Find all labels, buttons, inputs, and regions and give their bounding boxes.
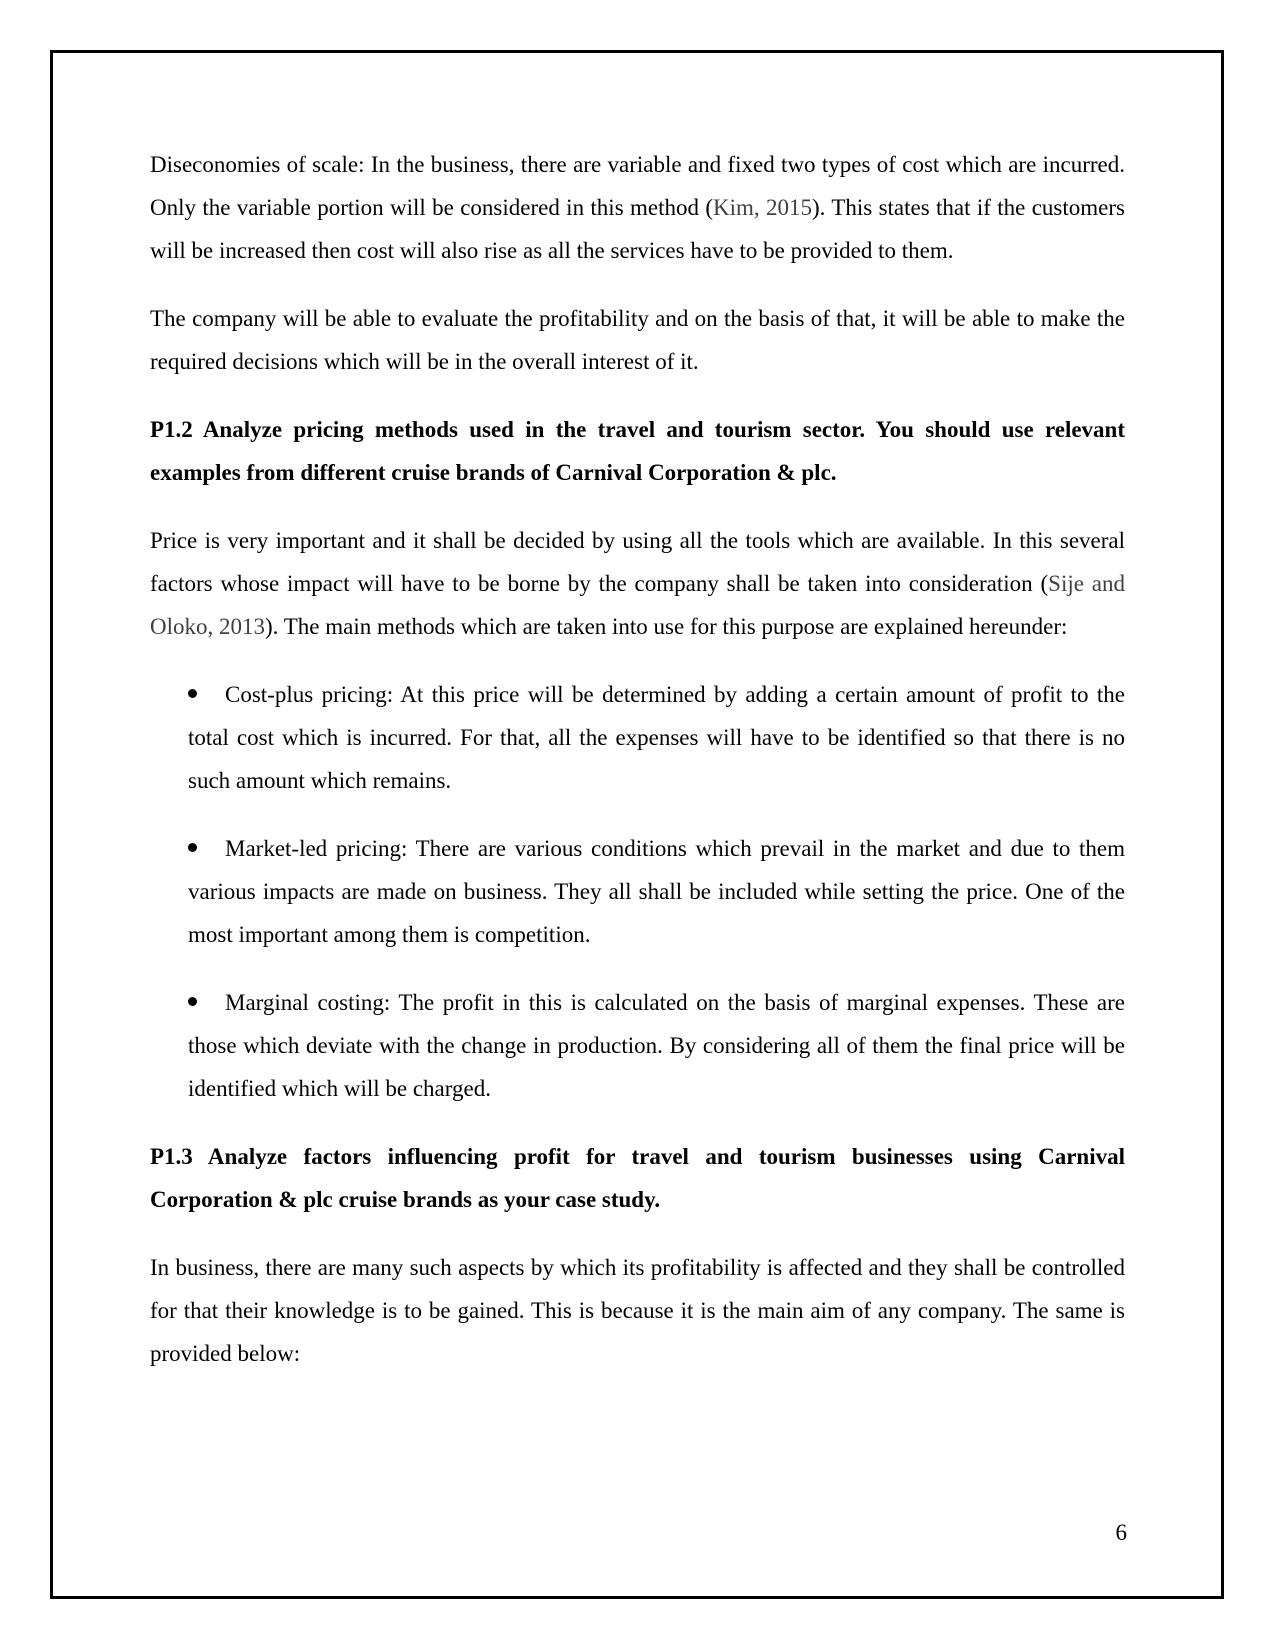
citation: Kim, 2015 xyxy=(713,195,812,220)
bullet-icon xyxy=(188,827,225,870)
section-heading-p1-2: P1.2 Analyze pricing methods used in the travel and tourism sector. You should use relevant examples from different cruise brands of Carnival Corporation & plc. xyxy=(150,417,1125,485)
list-item xyxy=(188,827,1125,956)
paragraph-text: Price is very important and it shall be decided by using all the tools which are available. In this several factors whose impact will have to be borne by the company shall be taken into consideration ( xyxy=(150,528,1125,596)
paragraph-price xyxy=(150,519,1125,648)
paragraph-diseconomies xyxy=(150,143,1125,272)
list-item-text: Cost-plus pricing: At this price will be determined by adding a certain amount of profit to the total cost which is incurred. For that, all the expenses will have to be identified so that there is no such amount which remains. xyxy=(188,682,1125,793)
page-number: 6 xyxy=(1115,1520,1127,1545)
paragraph-text: ). The main methods which are taken into use for this purpose are explained hereunder: xyxy=(265,614,1068,639)
pricing-methods-list xyxy=(150,673,1125,1110)
list-item xyxy=(188,673,1125,802)
list-item-text: Market-led pricing: There are various conditions which prevail in the market and due to them various impacts are made on business. They all shall be included while setting the price. One of the most important among them is competition. xyxy=(188,836,1125,947)
list-item xyxy=(188,981,1125,1110)
bullet-icon xyxy=(188,673,225,716)
paragraph-profitability: The company will be able to evaluate the profitability and on the basis of that, it will be able to make the required decisions which will be in the overall interest of it. xyxy=(150,306,1125,374)
paragraph-business-aspects: In business, there are many such aspects by which its profitability is affected and they shall be controlled for that their knowledge is to be gained. This is because it is the main aim of any company. The same is provided below: xyxy=(150,1255,1125,1366)
bullet-icon xyxy=(188,981,225,1024)
section-heading-p1-3: P1.3 Analyze factors influencing profit for travel and tourism businesses using Carnival Corporation & plc cruise brands as your case study. xyxy=(150,1144,1125,1212)
list-item-text: Marginal costing: The profit in this is calculated on the basis of marginal expenses. These are those which deviate with the change in production. By considering all of them the final price will be identified which will be charged. xyxy=(188,990,1125,1101)
citation: Sije and Oloko, 2013 xyxy=(150,571,1125,639)
paragraph-text: Diseconomies of scale: In the business, there are variable and fixed two types of cost which are incurred. Only the variable portion will be considered in this method ( xyxy=(150,152,1125,220)
paragraph-text: ). This states that if the customers will be increased then cost will also rise as all the services have to be provided to them. xyxy=(150,195,1125,263)
document-body xyxy=(150,143,1125,1400)
